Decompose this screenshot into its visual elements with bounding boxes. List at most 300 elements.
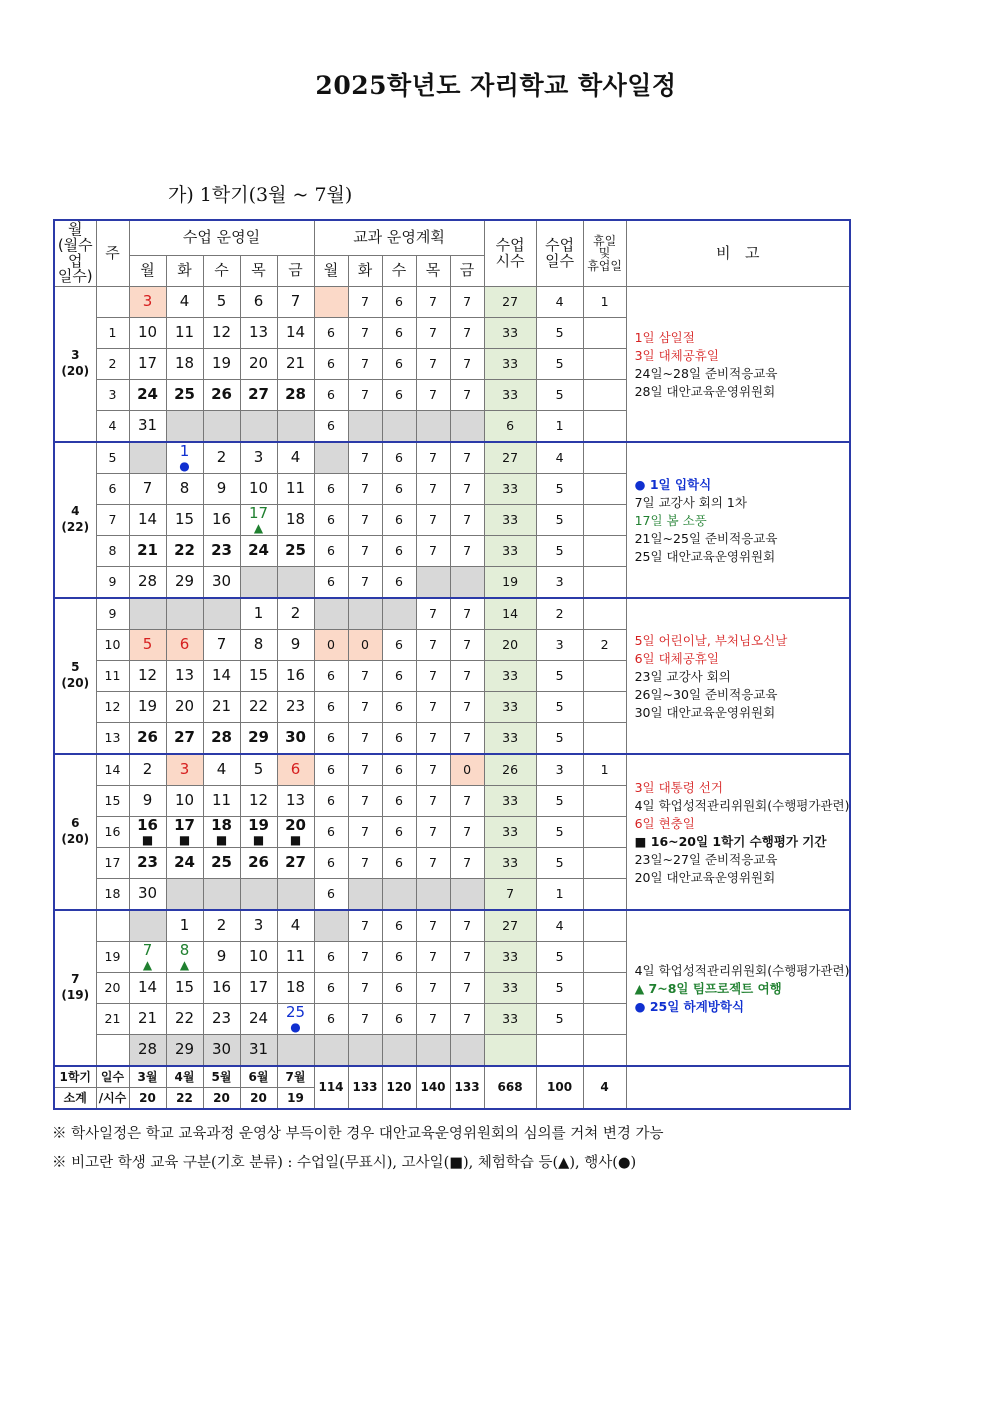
day-cell xyxy=(166,380,203,411)
hours-cell: 20 xyxy=(484,630,536,661)
header-weekday: 월 xyxy=(314,256,348,287)
day-number: 22 xyxy=(174,541,195,560)
header-subject-plan: 교과 운영계획 xyxy=(314,220,484,256)
holiday-cell xyxy=(583,318,626,349)
plan-cell: 7 xyxy=(416,942,450,973)
day-number: 10 xyxy=(174,791,195,810)
remark-line: 5일 어린이날, 부처님오신날 xyxy=(634,633,788,648)
days-cell: 5 xyxy=(536,380,583,411)
remark-line: 1일 삼일절 xyxy=(634,330,695,345)
remark-line: 28일 대안교육운영위원회 xyxy=(634,384,776,399)
day-number: 26 xyxy=(248,853,269,872)
day-cell xyxy=(277,630,314,661)
day-cell xyxy=(166,879,203,911)
week-number: 7 xyxy=(96,505,129,536)
day-number: 29 xyxy=(174,572,195,591)
day-cell xyxy=(129,505,166,536)
day-cell xyxy=(277,754,314,786)
holiday-cell xyxy=(583,474,626,505)
day-number: 20 xyxy=(248,354,269,373)
plan-cell: 6 xyxy=(314,411,348,443)
day-cell xyxy=(203,287,240,318)
day-cell xyxy=(203,349,240,380)
day-cell xyxy=(277,442,314,474)
day-cell xyxy=(203,442,240,474)
plan-cell: 7 xyxy=(348,786,382,817)
day-cell xyxy=(277,318,314,349)
plan-cell: 0 xyxy=(314,630,348,661)
days-cell: 5 xyxy=(536,786,583,817)
note-legend: ※ 비고란 학생 교육 구분(기호 분류) : 수업일(무표시), 고사일(■), 체험학습 등(▲), 행사(●) xyxy=(52,1155,637,1171)
day-number: 16 xyxy=(285,666,306,685)
footer-label: 소계 xyxy=(54,1088,96,1110)
day-cell xyxy=(129,536,166,567)
footer-month: 5월 xyxy=(203,1066,240,1088)
week-number: 9 xyxy=(96,598,129,630)
plan-cell: 6 xyxy=(314,817,348,848)
day-cell xyxy=(129,318,166,349)
hours-cell: 27 xyxy=(484,442,536,474)
day-number: 18 xyxy=(211,815,232,834)
day-cell xyxy=(129,349,166,380)
plan-cell xyxy=(416,411,450,443)
day-cell xyxy=(166,692,203,723)
day-cell xyxy=(203,411,240,443)
plan-cell: 6 xyxy=(382,848,416,879)
day-cell xyxy=(277,942,314,973)
plan-cell: 7 xyxy=(450,349,484,380)
day-cell xyxy=(166,287,203,318)
plan-cell: 6 xyxy=(382,1004,416,1035)
day-cell xyxy=(203,380,240,411)
remark-line: 23일~27일 준비적응교육 xyxy=(634,852,778,867)
plan-cell: 6 xyxy=(314,786,348,817)
days-cell xyxy=(536,1035,583,1067)
remarks-cell xyxy=(626,754,850,910)
day-cell xyxy=(166,786,203,817)
footer-hours-label: /시수 xyxy=(96,1088,129,1110)
footer-month-days: 20 xyxy=(129,1088,166,1110)
plan-cell: 6 xyxy=(314,942,348,973)
day-cell xyxy=(203,318,240,349)
days-cell: 5 xyxy=(536,1004,583,1035)
day-number: 10 xyxy=(248,947,269,966)
plan-cell: 6 xyxy=(382,942,416,973)
plan-cell: 7 xyxy=(348,442,382,474)
day-number: 24 xyxy=(137,385,158,404)
plan-cell: 7 xyxy=(450,630,484,661)
day-number: 25 xyxy=(285,541,306,560)
day-cell xyxy=(203,1035,240,1067)
plan-cell: 6 xyxy=(382,630,416,661)
day-cell xyxy=(277,411,314,443)
day-cell xyxy=(129,630,166,661)
plan-cell: 7 xyxy=(416,723,450,755)
day-number: 11 xyxy=(174,323,195,342)
week-row xyxy=(54,442,850,474)
day-cell xyxy=(277,474,314,505)
plan-cell: 7 xyxy=(348,567,382,599)
remark-line: ● 1일 입학식 xyxy=(634,477,712,492)
day-number: 4 xyxy=(290,448,301,467)
remark-line: 4일 학업성적관리위원회(수행평가관련) xyxy=(634,798,850,813)
footer-month: 4월 xyxy=(166,1066,203,1088)
day-cell xyxy=(166,505,203,536)
day-number: 21 xyxy=(137,1009,158,1028)
day-cell xyxy=(203,661,240,692)
day-number: 4 xyxy=(290,916,301,935)
day-cell xyxy=(166,723,203,755)
day-cell xyxy=(277,1035,314,1067)
plan-cell: 7 xyxy=(348,536,382,567)
header-weekday: 금 xyxy=(450,256,484,287)
day-cell xyxy=(166,817,203,848)
month-label: 3 (20) xyxy=(54,287,96,443)
day-cell xyxy=(240,817,277,848)
day-cell xyxy=(166,349,203,380)
day-cell xyxy=(203,879,240,911)
day-cell xyxy=(166,536,203,567)
hours-cell: 33 xyxy=(484,848,536,879)
day-number: 24 xyxy=(174,853,195,872)
footer-remarks xyxy=(626,1066,850,1109)
exam-square-icon: ■ xyxy=(289,833,302,848)
days-cell: 1 xyxy=(536,879,583,911)
days-cell: 3 xyxy=(536,754,583,786)
plan-cell: 6 xyxy=(382,380,416,411)
day-number: 28 xyxy=(137,572,158,591)
plan-cell: 6 xyxy=(382,287,416,318)
week-number: 10 xyxy=(96,630,129,661)
day-number: 17 xyxy=(248,978,269,997)
plan-cell: 7 xyxy=(450,598,484,630)
day-cell xyxy=(203,754,240,786)
day-cell xyxy=(203,536,240,567)
days-cell: 5 xyxy=(536,942,583,973)
plan-cell: 7 xyxy=(416,973,450,1004)
day-number: 2 xyxy=(216,448,227,467)
day-cell xyxy=(240,318,277,349)
day-number: 17 xyxy=(174,815,195,834)
day-number: 11 xyxy=(211,791,232,810)
exam-square-icon: ■ xyxy=(252,833,265,848)
day-cell xyxy=(166,942,203,973)
day-cell xyxy=(240,692,277,723)
day-cell xyxy=(203,848,240,879)
day-number: 8 xyxy=(253,635,264,654)
plan-cell: 7 xyxy=(416,692,450,723)
remarks-cell xyxy=(626,598,850,754)
day-cell xyxy=(129,879,166,911)
day-cell xyxy=(277,598,314,630)
day-cell xyxy=(240,474,277,505)
day-number: 28 xyxy=(211,728,232,747)
plan-cell: 7 xyxy=(416,318,450,349)
plan-cell: 7 xyxy=(416,442,450,474)
day-number: 7 xyxy=(142,940,153,959)
days-cell: 5 xyxy=(536,692,583,723)
day-cell xyxy=(203,786,240,817)
remark-line: 21일~25일 준비적응교육 xyxy=(634,531,778,546)
day-number: 16 xyxy=(211,978,232,997)
footer-month-days: 22 xyxy=(166,1088,203,1110)
day-number: 13 xyxy=(285,791,306,810)
week-number: 17 xyxy=(96,848,129,879)
day-number: 19 xyxy=(137,697,158,716)
plan-cell: 7 xyxy=(450,505,484,536)
holiday-cell xyxy=(583,786,626,817)
day-number: 21 xyxy=(211,697,232,716)
plan-cell: 7 xyxy=(416,754,450,786)
week-number: 2 xyxy=(96,349,129,380)
day-number: 16 xyxy=(211,510,232,529)
plan-cell: 6 xyxy=(314,380,348,411)
plan-cell: 7 xyxy=(348,474,382,505)
event-circle-icon: ● xyxy=(179,459,190,474)
hours-cell: 33 xyxy=(484,973,536,1004)
holiday-cell xyxy=(583,910,626,942)
day-cell xyxy=(129,692,166,723)
footer-row xyxy=(54,1066,850,1088)
day-number: 21 xyxy=(137,541,158,560)
days-cell: 5 xyxy=(536,536,583,567)
header-weekday: 수 xyxy=(382,256,416,287)
remark-line: 4일 학업성적관리위원회(수행평가관련) xyxy=(634,963,850,978)
header-hours: 수업 시수 xyxy=(484,220,536,287)
plan-cell: 6 xyxy=(382,973,416,1004)
hours-cell: 6 xyxy=(484,411,536,443)
days-cell: 5 xyxy=(536,723,583,755)
plan-cell: 7 xyxy=(450,848,484,879)
day-number: 25 xyxy=(174,385,195,404)
day-number: 17 xyxy=(137,354,158,373)
day-cell xyxy=(203,910,240,942)
plan-cell xyxy=(314,598,348,630)
plan-cell: 7 xyxy=(416,1004,450,1035)
plan-cell: 7 xyxy=(416,349,450,380)
holiday-cell: 1 xyxy=(583,287,626,318)
day-cell xyxy=(240,661,277,692)
plan-cell xyxy=(314,287,348,318)
days-cell: 5 xyxy=(536,973,583,1004)
schedule-table xyxy=(53,219,851,1110)
day-cell xyxy=(277,723,314,755)
day-cell xyxy=(277,536,314,567)
day-number: 3 xyxy=(179,760,190,779)
week-row xyxy=(54,598,850,630)
footer-month-days: 19 xyxy=(277,1088,314,1110)
header-weekday: 수 xyxy=(203,256,240,287)
day-number: 24 xyxy=(248,541,269,560)
hours-cell: 33 xyxy=(484,692,536,723)
plan-cell: 7 xyxy=(416,817,450,848)
week-number: 15 xyxy=(96,786,129,817)
day-number: 19 xyxy=(211,354,232,373)
day-number: 2 xyxy=(216,916,227,935)
plan-cell: 6 xyxy=(314,1004,348,1035)
day-number: 10 xyxy=(137,323,158,342)
holiday-cell xyxy=(583,817,626,848)
day-cell xyxy=(277,505,314,536)
footer-plan-total: 120 xyxy=(382,1066,416,1109)
plan-cell: 7 xyxy=(348,349,382,380)
day-cell xyxy=(240,380,277,411)
day-number: 13 xyxy=(174,666,195,685)
plan-cell: 0 xyxy=(450,754,484,786)
holiday-cell xyxy=(583,598,626,630)
day-number: 30 xyxy=(211,572,232,591)
day-cell xyxy=(277,349,314,380)
remark-line: ● 25일 하계방학식 xyxy=(634,999,745,1014)
day-number: 4 xyxy=(179,292,190,311)
hours-cell: 33 xyxy=(484,1004,536,1035)
plan-cell: 7 xyxy=(348,287,382,318)
remark-line: 3일 대통령 선거 xyxy=(634,780,723,795)
plan-cell: 7 xyxy=(416,786,450,817)
plan-cell: 6 xyxy=(314,318,348,349)
day-cell xyxy=(166,848,203,879)
day-number: 20 xyxy=(285,815,306,834)
hours-cell: 33 xyxy=(484,942,536,973)
holiday-cell: 1 xyxy=(583,754,626,786)
day-cell xyxy=(166,754,203,786)
day-number: 12 xyxy=(248,791,269,810)
field-trip-triangle-icon: ▲ xyxy=(179,958,190,973)
field-trip-triangle-icon: ▲ xyxy=(142,958,153,973)
holiday-cell xyxy=(583,349,626,380)
plan-cell: 6 xyxy=(382,754,416,786)
holiday-cell xyxy=(583,1004,626,1035)
remarks-cell xyxy=(626,910,850,1066)
plan-cell xyxy=(450,1035,484,1067)
day-number: 28 xyxy=(285,385,306,404)
remark-line: 24일~28일 준비적응교육 xyxy=(634,366,778,381)
holiday-cell: 2 xyxy=(583,630,626,661)
day-number: 3 xyxy=(142,292,153,311)
plan-cell: 7 xyxy=(348,910,382,942)
day-number: 30 xyxy=(137,884,158,903)
day-number: 2 xyxy=(290,604,301,623)
day-number: 21 xyxy=(285,354,306,373)
plan-cell: 7 xyxy=(348,848,382,879)
day-number: 3 xyxy=(253,448,264,467)
footer-days-total: 100 xyxy=(536,1066,583,1109)
plan-cell: 6 xyxy=(314,661,348,692)
day-number: 5 xyxy=(142,635,153,654)
footer-label: 1학기 xyxy=(54,1066,96,1088)
holiday-cell xyxy=(583,536,626,567)
day-cell xyxy=(277,692,314,723)
day-number: 9 xyxy=(290,635,301,654)
remarks-cell xyxy=(626,442,850,598)
day-cell xyxy=(166,411,203,443)
plan-cell: 6 xyxy=(314,848,348,879)
notes xyxy=(52,1120,663,1178)
day-cell xyxy=(129,754,166,786)
header-weekday: 목 xyxy=(240,256,277,287)
day-number: 30 xyxy=(211,1040,232,1059)
holiday-cell xyxy=(583,380,626,411)
week-number: 9 xyxy=(96,567,129,599)
remark-line: 26일~30일 준비적응교육 xyxy=(634,687,778,702)
footer-plan-total: 140 xyxy=(416,1066,450,1109)
day-number: 18 xyxy=(285,978,306,997)
day-number: 18 xyxy=(174,354,195,373)
hours-cell: 7 xyxy=(484,879,536,911)
day-cell xyxy=(129,786,166,817)
day-number: 12 xyxy=(211,323,232,342)
plan-cell: 7 xyxy=(348,723,382,755)
plan-cell: 6 xyxy=(314,567,348,599)
event-circle-icon: ● xyxy=(290,1020,301,1035)
day-number: 20 xyxy=(174,697,195,716)
day-cell xyxy=(203,567,240,599)
plan-cell: 6 xyxy=(314,474,348,505)
plan-cell: 7 xyxy=(450,380,484,411)
exam-square-icon: ■ xyxy=(178,833,191,848)
plan-cell xyxy=(382,879,416,911)
remark-line: 6일 현충일 xyxy=(634,816,695,831)
holiday-cell xyxy=(583,567,626,599)
plan-cell: 6 xyxy=(382,349,416,380)
day-cell xyxy=(129,598,166,630)
day-cell xyxy=(277,817,314,848)
remark-line: ▲ 7~8일 팀프로젝트 여행 xyxy=(634,981,782,996)
plan-cell xyxy=(314,1035,348,1067)
month-label: 6 (20) xyxy=(54,754,96,910)
day-cell xyxy=(240,1004,277,1035)
week-number xyxy=(96,1035,129,1067)
hours-cell: 33 xyxy=(484,505,536,536)
plan-cell: 7 xyxy=(416,848,450,879)
plan-cell: 6 xyxy=(314,723,348,755)
day-cell xyxy=(277,380,314,411)
day-number: 28 xyxy=(137,1040,158,1059)
week-number: 20 xyxy=(96,973,129,1004)
day-number: 14 xyxy=(211,666,232,685)
day-cell xyxy=(240,442,277,474)
hours-cell: 14 xyxy=(484,598,536,630)
week-number: 19 xyxy=(96,942,129,973)
plan-cell: 7 xyxy=(450,817,484,848)
plan-cell xyxy=(450,567,484,599)
day-cell xyxy=(129,848,166,879)
remark-line: 6일 대체공휴일 xyxy=(634,651,719,666)
day-number: 9 xyxy=(216,947,227,966)
day-cell xyxy=(166,567,203,599)
holiday-cell xyxy=(583,411,626,443)
day-cell xyxy=(166,318,203,349)
day-number: 23 xyxy=(211,1009,232,1028)
remark-line: 17일 봄 소풍 xyxy=(634,513,707,528)
day-number: 14 xyxy=(137,510,158,529)
footer-plan-total: 133 xyxy=(450,1066,484,1109)
hours-cell: 33 xyxy=(484,474,536,505)
plan-cell: 6 xyxy=(314,505,348,536)
day-cell xyxy=(129,1004,166,1035)
plan-cell: 6 xyxy=(314,536,348,567)
week-row xyxy=(54,287,850,318)
week-number: 8 xyxy=(96,536,129,567)
day-cell xyxy=(129,973,166,1004)
plan-cell: 6 xyxy=(382,318,416,349)
hours-cell: 33 xyxy=(484,349,536,380)
day-number: 25 xyxy=(285,1002,306,1021)
hours-cell: 33 xyxy=(484,786,536,817)
week-number: 6 xyxy=(96,474,129,505)
day-cell xyxy=(129,723,166,755)
days-cell: 5 xyxy=(536,474,583,505)
